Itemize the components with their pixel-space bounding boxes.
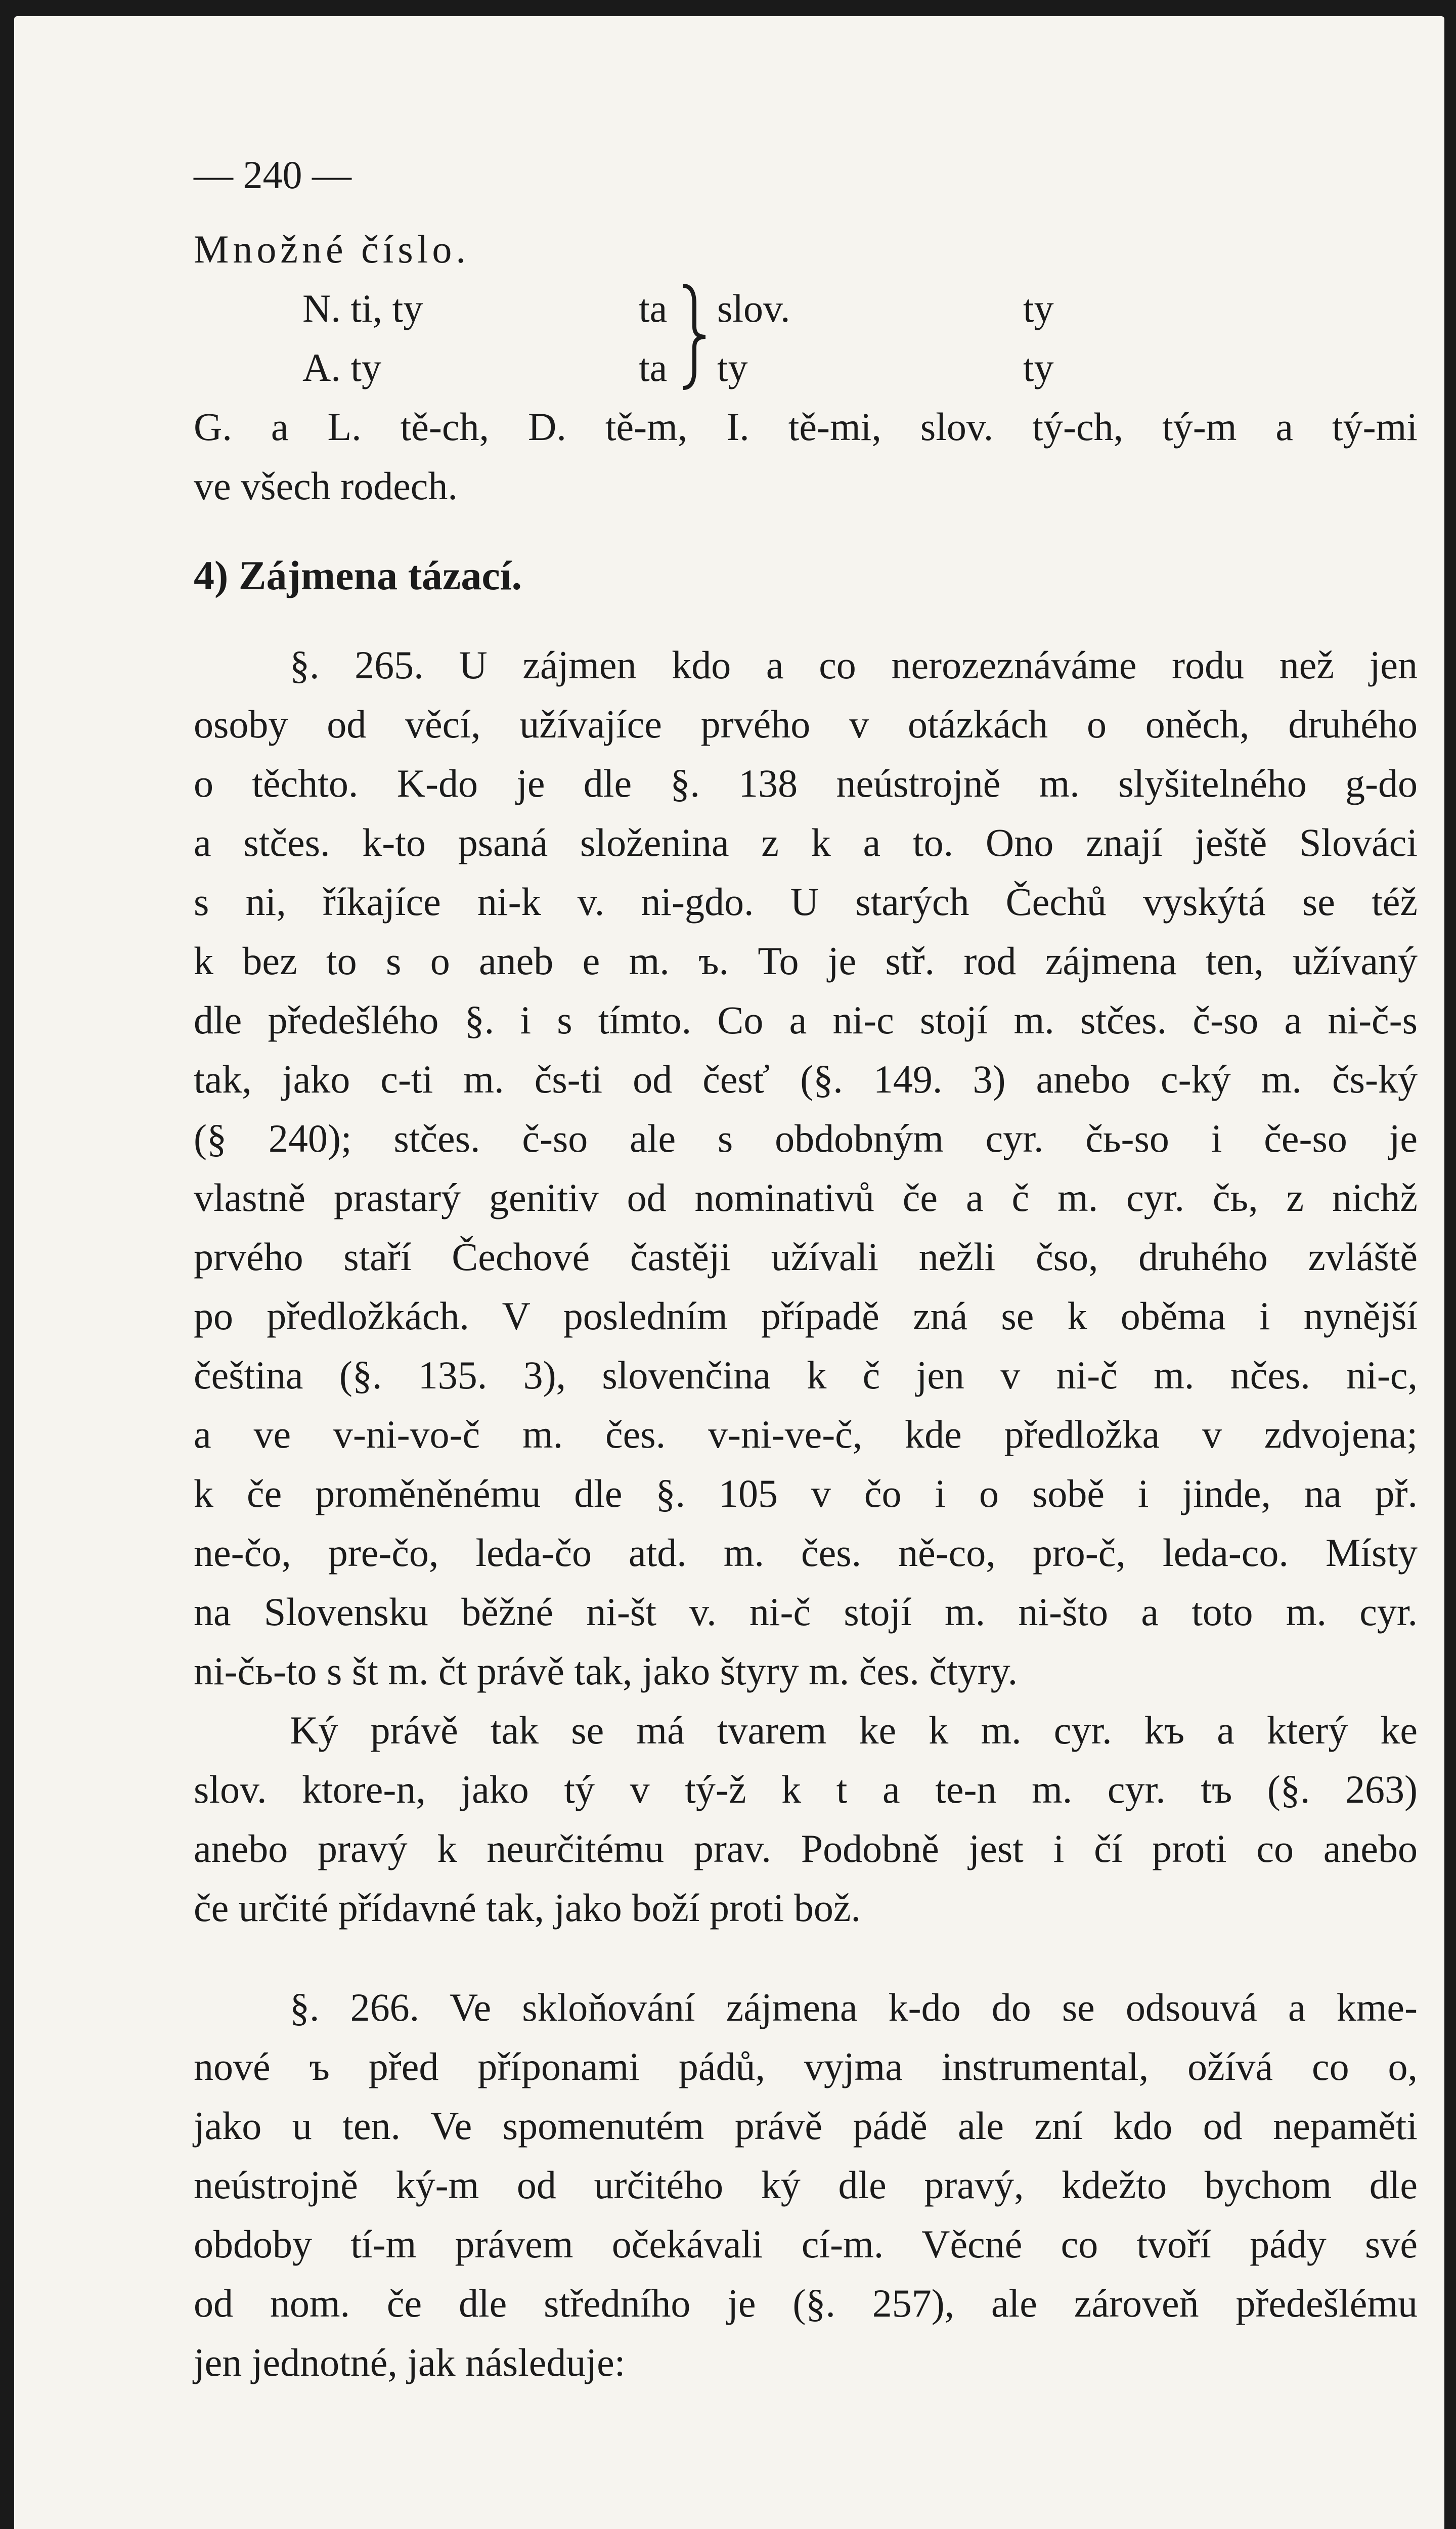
- p265-line: §. 265. U zájmen kdo a co nerozeznáváme rodu než jen: [290, 643, 1418, 687]
- p265-line: k bez to s o aneb e m. ъ. To je stř. rod zájmena ten, užívaný: [194, 939, 1418, 983]
- paragraph-gap: [194, 1937, 1418, 1978]
- page-number: — 240 —: [194, 153, 351, 197]
- p266-line: §. 266. Ve skloňování zájmena k-do do se odsouvá a kme-: [290, 1985, 1418, 2029]
- p265-line: (§ 240); stčes. č-so ale s obdobným cyr. čь-so i če-so je: [194, 1116, 1418, 1160]
- decl-slov-a: ty: [717, 345, 748, 389]
- decl-case-n: N. ti, ty: [302, 286, 423, 330]
- paragraph-265: [194, 635, 1418, 1700]
- paragraph-266: [194, 1978, 1418, 2392]
- decl-right-a: ty: [1023, 345, 1054, 389]
- p265-line: ni-čь-to s št m. čt právě tak, jako štyry m. čes. čtyry.: [194, 1649, 1018, 1693]
- subheading-plural: Množné číslo.: [194, 227, 470, 271]
- p266-line: jen jednotné, jak následuje:: [194, 2340, 626, 2384]
- p265-line: k če proměněnému dle §. 105 v čo i o sobě i jinde, na př.: [194, 1471, 1418, 1515]
- p265-line: o těchto. K-do je dle §. 138 neústrojně m. slyšitelného g-do: [194, 761, 1418, 805]
- paragraph-ky: [194, 1700, 1418, 1937]
- p265-line: osoby od věcí, užívajíce prvého v otázkách o oněch, druhého: [194, 702, 1418, 746]
- p265-line: a stčes. k-to psaná složenina z k a to. Ono znají ještě Slováci: [194, 820, 1418, 864]
- decl-form-n: ta: [639, 286, 668, 330]
- p265-line: tak, jako c-ti m. čs-ti od česť (§. 149. 3) anebo c-ký m. čs-ký: [194, 1057, 1418, 1101]
- declension-note-line-1: G. a L. tě-ch, D. tě-m, I. tě-mi, slov. tý-ch, tý-m a tý-mi: [194, 405, 1418, 449]
- p265-line: vlastně prastarý genitiv od nominativů če a č m. cyr. čь, z nichž: [194, 1175, 1418, 1219]
- page-content: [194, 145, 1418, 2392]
- pky-line: če určité přídavné tak, jako boží proti bož.: [194, 1886, 861, 1930]
- p265-line: a ve v-ni-vo-č m. čes. v-ni-ve-č, kde předložka v zdvojena;: [194, 1412, 1418, 1456]
- decl-case-a: A. ty: [302, 345, 381, 389]
- p265-line: na Slovensku běžné ni-št v. ni-č stojí m. ni-što a toto m. cyr.: [194, 1590, 1418, 1634]
- p266-line: od nom. če dle středního je (§. 257), ale zároveň předešlému: [194, 2281, 1418, 2325]
- p265-line: po předložkách. V posledním případě zná se k oběma i nynější: [194, 1294, 1418, 1338]
- declension-table: [194, 279, 1418, 397]
- pky-line: anebo pravý k neurčitému prav. Podobně jest i čí proti co anebo: [194, 1826, 1418, 1870]
- p265-line: ne-čo, pre-čo, leda-čo atd. m. čes. ně-co, pro-č, leda-co. Místy: [194, 1531, 1418, 1575]
- decl-right-n: ty: [1023, 286, 1054, 330]
- declension-note-line-2: ve všech rodech.: [194, 464, 458, 508]
- pky-line: slov. ktore-n, jako tý v tý-ž k t a te-n m. cyr. tъ (§. 263): [194, 1767, 1418, 1811]
- p266-line: obdoby tí-m právem očekávali cí-m. Věcné co tvoří pády své: [194, 2222, 1418, 2266]
- decl-slov-n: slov.: [717, 286, 790, 330]
- p265-line: s ni, říkajíce ni-k v. ni-gdo. U starých Čechů vyskýtá se též: [194, 880, 1418, 924]
- p266-line: jako u ten. Ve spomenutém právě pádě ale zní kdo od nepaměti: [194, 2104, 1418, 2148]
- section-heading: 4) Zájmena tázací.: [194, 552, 522, 598]
- brace-icon: [679, 284, 710, 390]
- p266-line: nové ъ před příponami pádů, vyjma instrumental, ožívá co o,: [194, 2044, 1418, 2088]
- p266-line: neústrojně ký-m od určitého ký dle pravý, kdežto bychom dle: [194, 2163, 1418, 2207]
- p265-line: dle předešlého §. i s tímto. Co a ni-c stojí m. stčes. č-so a ni-č-s: [194, 998, 1418, 1042]
- p265-line: prvého staří Čechové častěji užívali nežli čso, druhého zvláště: [194, 1235, 1418, 1279]
- p265-line: čeština (§. 135. 3), slovenčina k č jen v ni-č m. nčes. ni-c,: [194, 1353, 1418, 1397]
- book-page: [14, 16, 1444, 2529]
- pky-line: Ký právě tak se má tvarem ke k m. cyr. kъ a který ke: [290, 1708, 1418, 1752]
- decl-form-a: ta: [639, 345, 668, 389]
